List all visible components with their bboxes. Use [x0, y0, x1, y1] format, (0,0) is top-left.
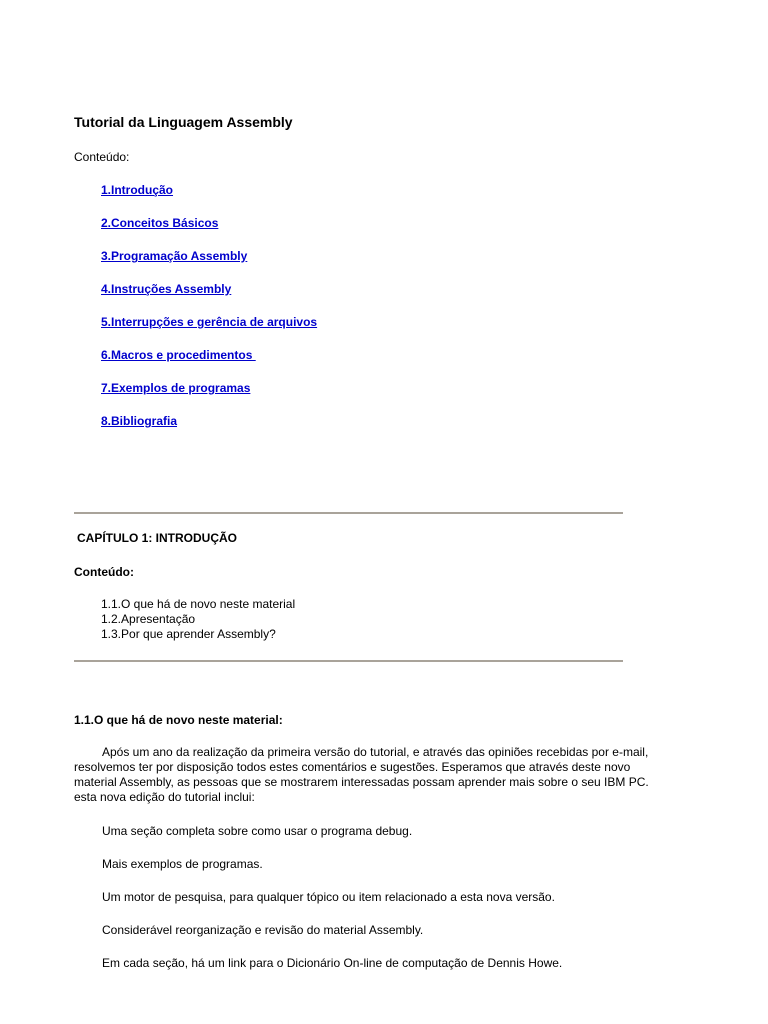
toc-item: [101, 380, 317, 413]
section-heading: 1.1.O que há de novo neste material:: [74, 713, 283, 727]
toc-link-conceitos-basicos[interactable]: 2.Conceitos Básicos: [101, 216, 219, 230]
toc-link-exemplos[interactable]: 7.Exemplos de programas: [101, 381, 251, 395]
paragraph-line: esta nova edição do tutorial inclui:: [74, 790, 255, 804]
toc-link-interrupcoes[interactable]: 5.Interrupções e gerência de arquivos: [101, 315, 318, 329]
toc-item: [101, 248, 317, 281]
feature-item: Um motor de pesquisa, para qualquer tópico ou item relacionado a esta nova versão.: [102, 890, 555, 904]
chapter-contents-item: 1.2.Apresentação: [101, 612, 196, 626]
toc-link-introducao[interactable]: 1.Introdução: [101, 183, 174, 197]
feature-item: Considerável reorganização e revisão do material Assembly.: [102, 923, 424, 937]
horizontal-rule: [74, 512, 623, 514]
toc-item: [101, 413, 317, 446]
toc-item: [101, 347, 317, 380]
table-of-contents: [101, 182, 317, 446]
toc-link-instrucoes-assembly[interactable]: 4.Instruções Assembly: [101, 282, 232, 296]
paragraph-line: Após um ano da realização da primeira versão do tutorial, e através das opiniões recebidas por e-mail,: [102, 745, 649, 759]
toc-item: [101, 215, 317, 248]
paragraph-line: resolvemos ter por disposição todos estes comentários e sugestões. Esperamos que através deste novo: [74, 760, 631, 774]
toc-link-bibliografia[interactable]: 8.Bibliografia: [101, 414, 178, 428]
document-title: Tutorial da Linguagem Assembly: [74, 114, 293, 130]
chapter-heading: CAPÍTULO 1: INTRODUÇÃO: [77, 531, 237, 545]
toc-item: [101, 281, 317, 314]
chapter-contents-label: Conteúdo:: [74, 565, 134, 579]
feature-list: [102, 823, 562, 988]
contents-label: Conteúdo:: [74, 150, 130, 164]
feature-item: Mais exemplos de programas.: [102, 857, 263, 871]
chapter-contents-item: 1.3.Por que aprender Assembly?: [101, 627, 276, 641]
toc-item: [101, 182, 317, 215]
chapter-contents-item: 1.1.O que há de novo neste material: [101, 597, 296, 611]
horizontal-rule: [74, 660, 623, 662]
feature-item: Uma seção completa sobre como usar o programa debug.: [102, 824, 413, 838]
chapter-contents-list: [101, 597, 295, 642]
intro-paragraph: [74, 745, 704, 805]
toc-item: [101, 314, 317, 347]
paragraph-line: material Assembly, as pessoas que se mostrarem interessadas possam aprender mais sobre o seu IBM PC.: [74, 775, 649, 789]
feature-item: Em cada seção, há um link para o Dicionário On-line de computação de Dennis Howe.: [102, 956, 563, 970]
toc-link-macros[interactable]: 6.Macros e procedimentos: [101, 348, 256, 362]
toc-link-programacao-assembly[interactable]: 3.Programação Assembly: [101, 249, 248, 263]
